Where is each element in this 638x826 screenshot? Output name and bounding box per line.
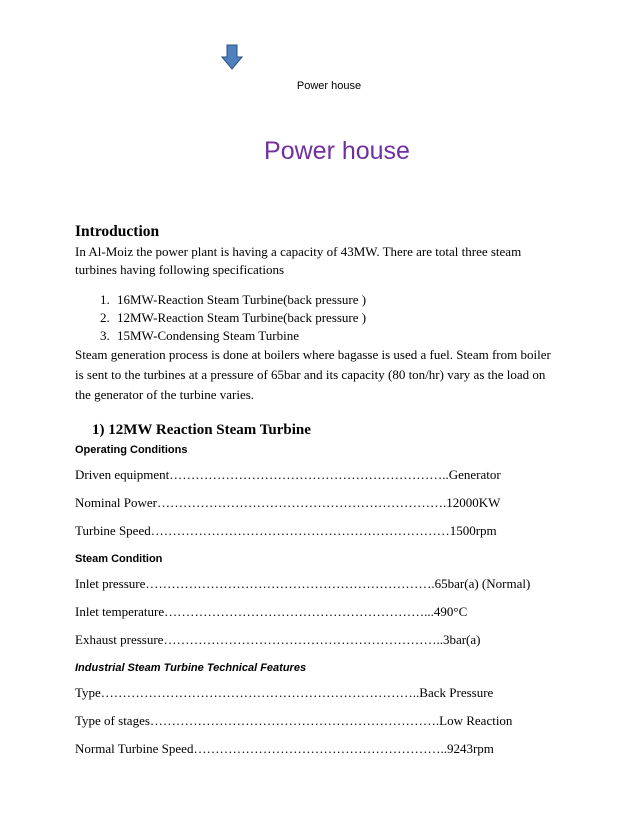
- spec-row: Normal Turbine Speed…………………………………………………..9243rpm: [75, 741, 494, 756]
- technical-features-heading: Industrial Steam Turbine Technical Features: [75, 662, 307, 674]
- page-title: Power house: [264, 137, 410, 165]
- section-heading: 1) 12MW Reaction Steam Turbine: [92, 422, 311, 438]
- down-arrow-icon: [221, 44, 243, 70]
- spec-row: Type………………………………………………………………..Back Pressure: [75, 685, 494, 700]
- spec-row: Nominal Power………………………………………………………….12000KW: [75, 495, 501, 510]
- spec-row: Type of stages………………………………………………………….Low Reaction: [75, 713, 513, 728]
- steam-condition-heading: Steam Condition: [75, 553, 163, 565]
- spec-row: Exhaust pressure………………………………………………………..3bar(a): [75, 632, 481, 647]
- turbine-spec-list: [75, 291, 555, 345]
- spec-row: Inlet temperature……………………………………………………...490°C: [75, 604, 468, 619]
- running-header: Power house: [296, 80, 362, 92]
- spec-row: Driven equipment………………………………………………………..Generator: [75, 467, 501, 482]
- spec-row: Inlet pressure………………………………………………………….65bar(a) (Normal): [75, 576, 531, 591]
- list-item: 2. 12MW-Reaction Steam Turbine(back pressure ): [113, 309, 555, 327]
- list-item: 3. 15MW-Condensing Steam Turbine: [113, 327, 555, 345]
- operating-conditions-heading: Operating Conditions: [75, 444, 188, 456]
- document-body: [75, 222, 555, 758]
- spec-row: Turbine Speed……………………………………………………………1500rpm: [75, 523, 497, 538]
- introduction-text: In Al-Moiz the power plant is having a capacity of 43MW. There are total three steam turbines having following specifications: [75, 244, 522, 277]
- introduction-heading: Introduction: [75, 223, 160, 240]
- process-text: Steam generation process is done at boilers where bagasse is used a fuel. Steam from boiler is sent to the turbines at a pressure of 65bar and its capacity (80 ton/hr) vary as the load on the generator of the turbine varies.: [75, 347, 551, 402]
- list-item: 1. 16MW-Reaction Steam Turbine(back pressure ): [113, 291, 555, 309]
